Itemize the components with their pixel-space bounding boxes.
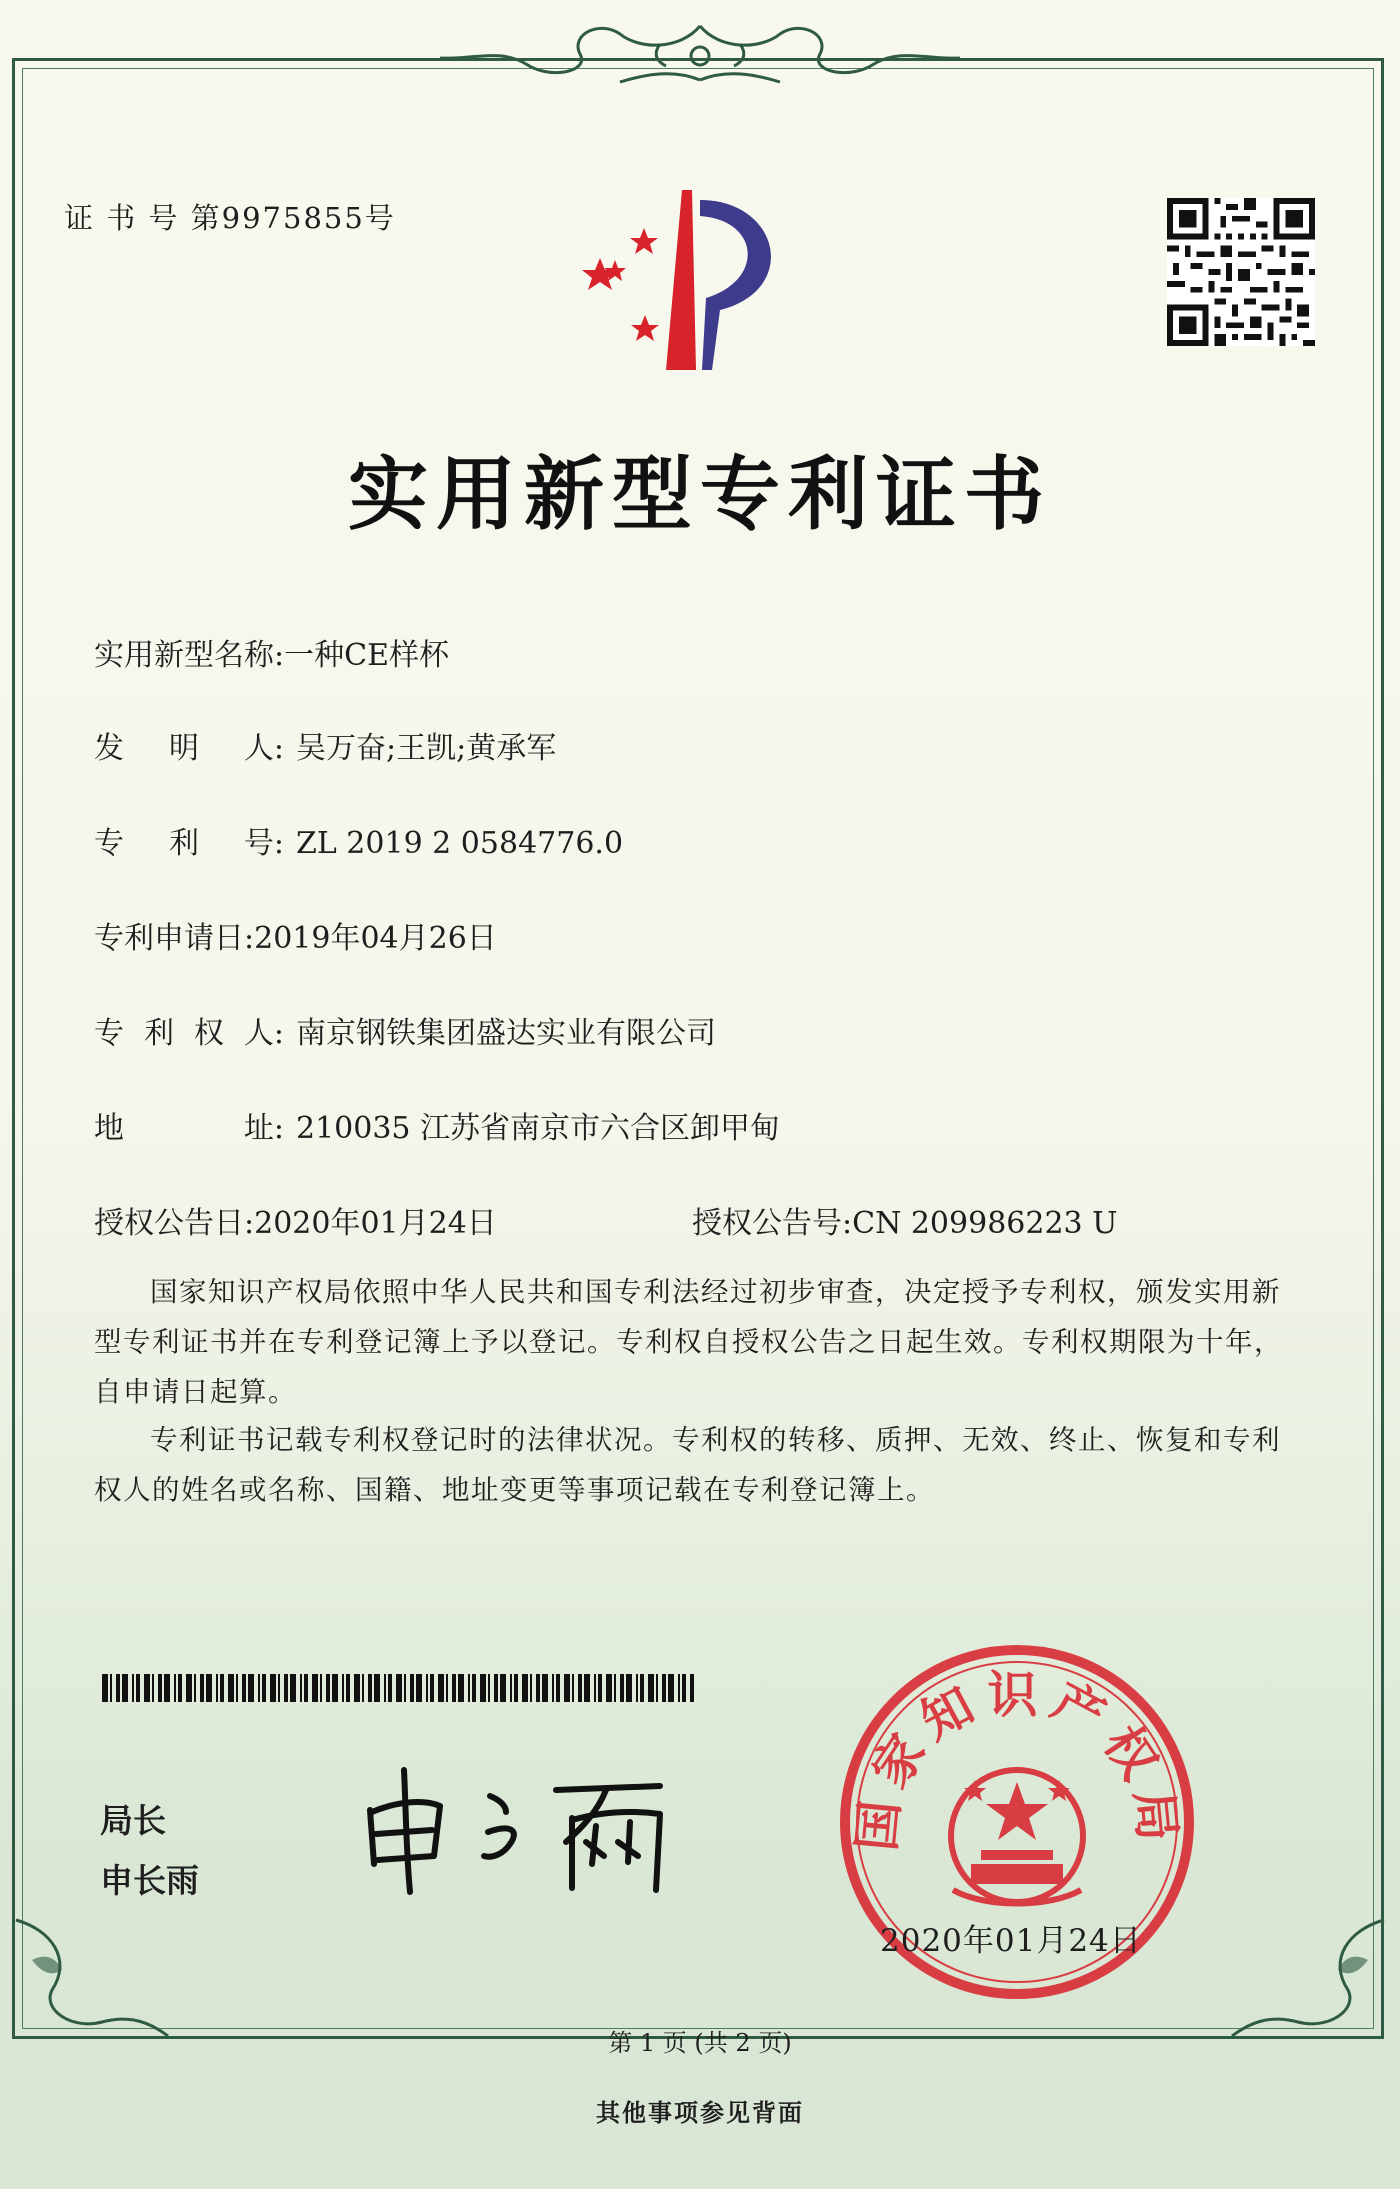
patent-number-label: 专 利 号: — [94, 826, 284, 861]
patent-number-value: ZL 2019 2 0584776.0 — [296, 826, 624, 861]
grant-number-row — [692, 1198, 1117, 1242]
barcode-icon — [102, 1674, 694, 1702]
address-row — [94, 1103, 780, 1147]
application-date-value: 2019年04月26日 — [254, 921, 497, 956]
certificate-number: 证 书 号 第9975855号 — [64, 201, 396, 235]
back-note: 其他事项参见背面 — [596, 2098, 804, 2127]
grant-date-row — [94, 1198, 497, 1242]
inventor-label: 发 明 人: — [94, 731, 284, 766]
cnipa-logo-icon — [570, 180, 830, 380]
address-label: 地 址: — [94, 1111, 284, 1146]
director-signature-icon — [360, 1760, 700, 1900]
director-name: 申长雨 — [100, 1861, 199, 1900]
top-ornament-icon — [430, 20, 970, 92]
qr-code-icon — [1165, 198, 1317, 346]
bottom-corner-ornament-left-icon — [12, 1900, 172, 2040]
director-title: 局长 — [100, 1801, 166, 1840]
seal-date: 2020年01月24日 — [880, 1923, 1142, 1959]
inventor-row — [94, 723, 556, 767]
inventor-value: 吴万奋;王凯;黄承军 — [296, 731, 557, 766]
patentee-label: 专 利 权 人: — [94, 1016, 284, 1051]
patent-number-row — [94, 818, 623, 862]
utility-model-name-value: 一种CE样杯 — [284, 638, 449, 673]
page-number: 第 1 页 (共 2 页) — [608, 2029, 792, 2057]
svg-text:国家知识产权局: 国家知识产权局 — [847, 1665, 1188, 1854]
grant-date-label: 授权公告日: — [94, 1206, 255, 1241]
grant-number-label: 授权公告号: — [692, 1206, 853, 1241]
grant-number-value: CN 209986223 U — [852, 1206, 1118, 1241]
address-value: 210035 江苏省南京市六合区卸甲甸 — [296, 1111, 781, 1146]
utility-model-name-row — [94, 630, 449, 674]
patentee-value: 南京钢铁集团盛达实业有限公司 — [296, 1016, 716, 1051]
application-date-label: 专利申请日: — [94, 921, 255, 956]
bottom-corner-ornament-right-icon — [1228, 1900, 1388, 2040]
grant-date-value: 2020年01月24日 — [254, 1206, 497, 1241]
utility-model-name-label: 实用新型名称: — [94, 638, 285, 673]
legal-status-paragraph: 专利证书记载专利权登记时的法律状况。专利权的转移、质押、无效、终止、恢复和专利权人的姓名或名称、国籍、地址变更等事项记载在专利登记簿上。 — [94, 1424, 1281, 1506]
application-date-row — [94, 913, 497, 957]
patentee-row — [94, 1008, 716, 1052]
certificate-title: 实用新型专利证书 — [348, 447, 1052, 541]
grant-statement-paragraph: 国家知识产权局依照中华人民共和国专利法经过初步审查，决定授予专利权，颁发实用新型专利证书并在专利登记簿上予以登记。专利权自授权公告之日起生效。专利权期限为十年，自申请日起算。 — [94, 1276, 1283, 1408]
